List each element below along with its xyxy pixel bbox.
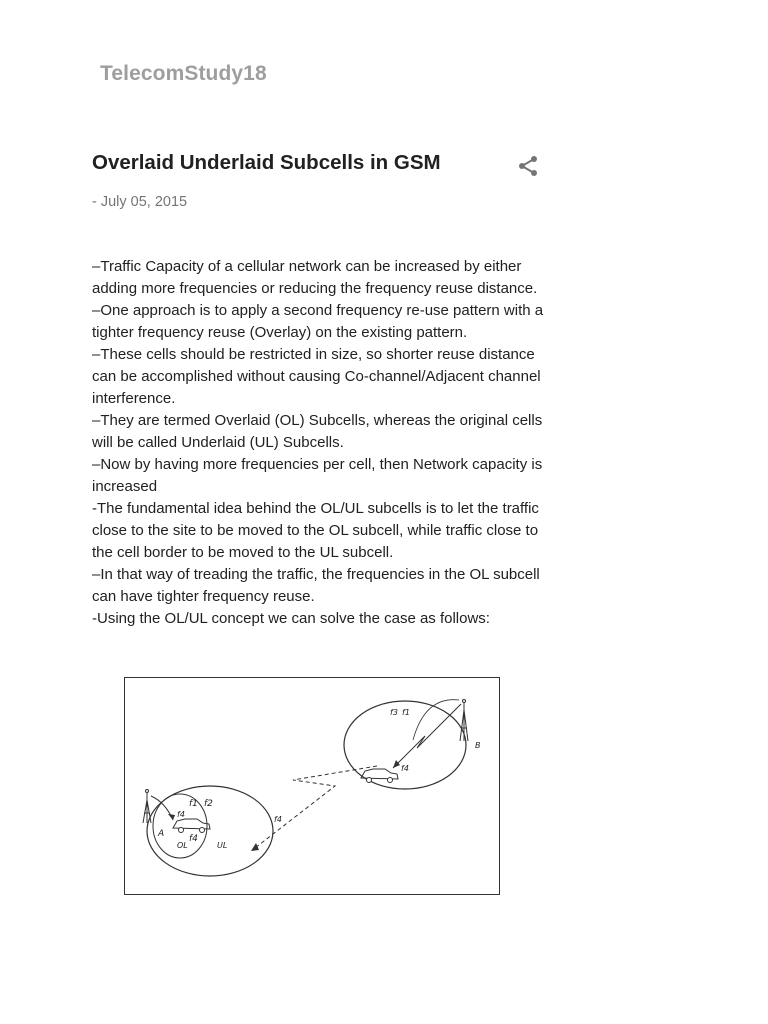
diagram-svg: [125, 678, 499, 894]
label-ol: OL: [177, 841, 188, 850]
paragraph: –Now by having more frequencies per cell, then Network capacity is increased: [92, 456, 543, 495]
paragraph: –They are termed Overlaid (OL) Subcells, whereas the original cells will be called Underlaid (UL) Subcells.: [92, 412, 543, 451]
curved-arrow: [413, 700, 459, 740]
paragraph: –Traffic Capacity of a cellular network can be increased by either adding more frequencies or reducing the frequency reuse distance.: [92, 258, 538, 297]
ol-ul-diagram: [124, 677, 500, 895]
label-f3-b: f3: [390, 708, 398, 717]
paragraph: –One approach is to apply a second frequency re-use pattern with a tighter frequency reuse (Overlay) on the existing pattern.: [92, 302, 544, 341]
label-f1-a: f1: [189, 799, 198, 809]
paragraph: –In that way of treading the traffic, the frequencies in the OL subcell can have tighter frequency reuse.: [92, 566, 540, 605]
label-f1-b: f1: [402, 708, 410, 717]
tower-a-icon: [143, 790, 151, 824]
label-site-b: B: [475, 741, 481, 750]
label-f2-a: f2: [204, 799, 213, 809]
label-f4-b: f4: [401, 764, 409, 773]
label-f4-car-a: f4: [177, 810, 185, 819]
label-f4-ol: f4: [189, 834, 198, 844]
paragraph: –These cells should be restricted in size, so shorter reuse distance can be accomplished without causing Co-channel/Adjacent channel interference.: [92, 346, 541, 407]
blog-title[interactable]: TelecomStudy18: [100, 62, 267, 85]
label-f4-path: f4: [274, 815, 282, 824]
label-site-a: A: [158, 829, 165, 839]
paragraph: -The fundamental idea behind the OL/UL subcells is to let the traffic close to the site to be moved to the OL subcell, while traffic close to the cell border to be moved to the UL subcell.: [92, 500, 539, 561]
car-b-icon: [361, 769, 398, 783]
car-a-icon: [173, 819, 210, 833]
post-title: Overlaid Underlaid Subcells in GSM: [92, 151, 441, 174]
paragraph: -Using the OL/UL concept we can solve the case as follows:: [92, 610, 490, 627]
share-icon[interactable]: [516, 154, 540, 178]
tower-b-icon: [460, 700, 468, 742]
label-ul: UL: [217, 841, 228, 850]
post-date: - July 05, 2015: [92, 194, 188, 210]
post-body: [92, 256, 552, 630]
